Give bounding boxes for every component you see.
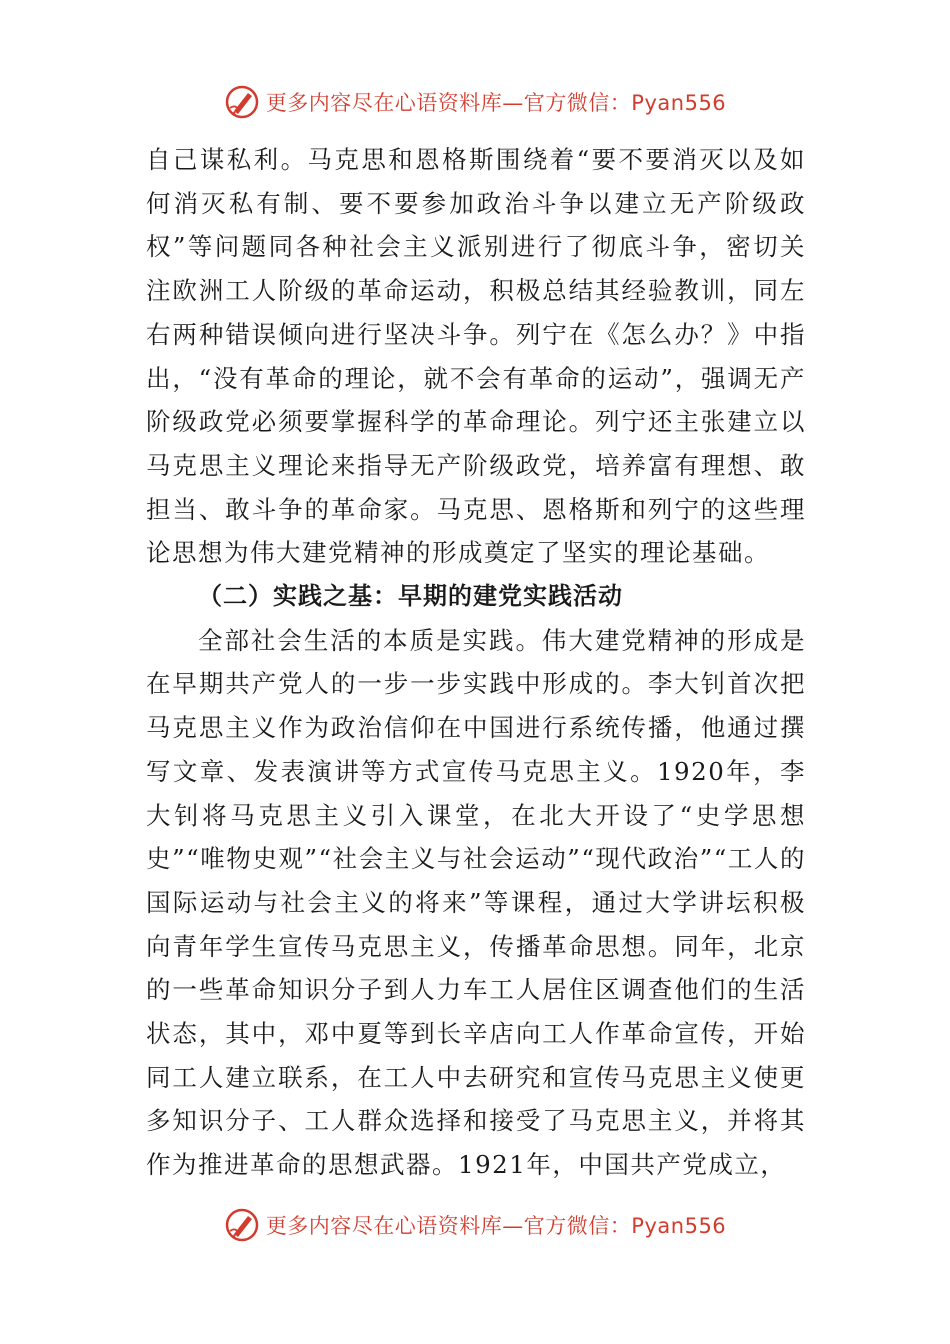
pen-logo-icon: [224, 1207, 260, 1243]
watermark-header: [0, 84, 950, 120]
body-paragraph: 全部社会生活的本质是实践。伟大建党精神的形成是在早期共产党人的一步一步实践中形成的。李大钊首次把马克思主义作为政治信仰在中国进行系统传播，他通过撰写文章、发表演讲等方式宣传马克思主义。1920年，李大钊将马克思主义引入课堂，在北大开设了“史学思想史”“唯物史观”“社会主义与社会运动”“现代政治”“工人的国际运动与社会主义的将来”等课程，通过大学讲坛积极向青年学生宣传马克思主义，传播革命思想。同年，北京的一些革命知识分子到人力车工人居住区调查他们的生活状态，其中，邓中夏等到长辛店向工人作革命宣传，开始同工人建立联系，在工人中去研究和宣传马克思主义使更多知识分子、工人群众选择和接受了马克思主义，并将其作为推进革命的思想武器。1921年，中国共产党成立，: [146, 625, 806, 1180]
pen-logo-icon: [224, 84, 260, 120]
watermark-text: 更多内容尽在心语资料库—官方微信：Pyan556: [265, 91, 727, 115]
section-heading: （二）实践之基：早期的建党实践活动: [198, 582, 623, 611]
body-paragraph: 自己谋私利。马克思和恩格斯围绕着“要不要消灭以及如何消灭私有制、要不要参加政治斗争以建立无产阶级政权”等问题同各种社会主义派别进行了彻底斗争，密切关注欧洲工人阶级的革命运动，积极总结其经验教训，同左右两种错误倾向进行坚决斗争。列宁在《怎么办？》中指出，“没有革命的理论，就不会有革命的运动”，强调无产阶级政党必须要掌握科学的革命理论。列宁还主张建立以马克思主义理论来指导无产阶级政党，培养富有理想、敢担当、敢斗争的革命家。马克思、恩格斯和列宁的这些理论思想为伟大建党精神的形成奠定了坚实的理论基础。: [146, 145, 806, 568]
document-body: [146, 138, 806, 1187]
watermark-footer: [0, 1207, 950, 1243]
watermark-text: 更多内容尽在心语资料库—官方微信：Pyan556: [265, 1214, 727, 1238]
